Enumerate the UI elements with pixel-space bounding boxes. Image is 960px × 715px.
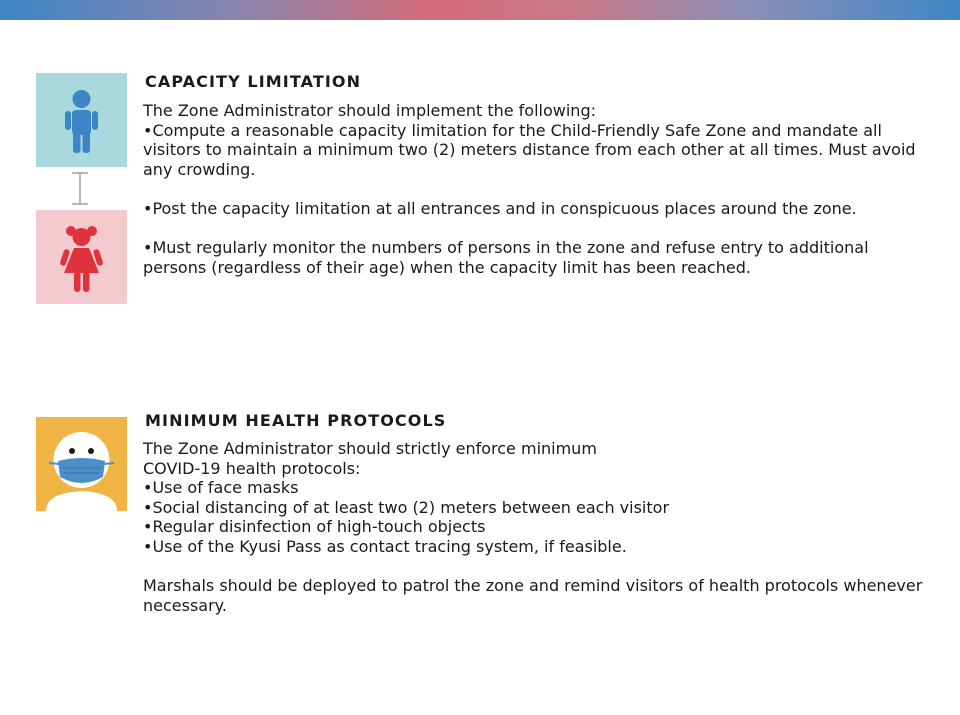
health-bullet: •Use of the Kyusi Pass as contact tracing system, if feasible. (143, 536, 627, 556)
capacity-bullet-2: •Post the capacity limitation at all entrances and in conspicuous places around the zone. (143, 198, 857, 218)
health-bullet: •Use of face masks (143, 478, 299, 498)
connector-icon (70, 171, 90, 207)
health-heading: MINIMUM HEALTH PROTOCOLS (145, 411, 447, 430)
face-mask-icon (36, 417, 127, 511)
capacity-intro: The Zone Administrator should implement the following: (143, 101, 596, 120)
health-intro-line-2: COVID-19 health protocols: (143, 458, 361, 478)
capacity-body (143, 101, 933, 277)
health-bullet: •Social distancing of at least two (2) meters between each visitor (143, 497, 670, 517)
health-body (143, 439, 933, 615)
top-gradient-bar (0, 0, 960, 20)
girl-icon (36, 210, 127, 304)
health-closing: Marshals should be deployed to patrol the zone and remind visitors of health protocols whenever necessary. (143, 576, 923, 615)
health-bullet: •Regular disinfection of high-touch objects (143, 517, 486, 537)
capacity-bullet-3: •Must regularly monitor the numbers of persons in the zone and refuse entry to additional persons (regardless of their age) when the capacity limit has been reached. (143, 238, 869, 277)
boy-icon (36, 73, 127, 167)
health-intro-line-1: The Zone Administrator should strictly enforce minimum (143, 439, 597, 458)
capacity-heading: CAPACITY LIMITATION (145, 72, 362, 91)
capacity-bullet-1: •Compute a reasonable capacity limitation for the Child-Friendly Safe Zone and mandate all visitors to maintain a minimum two (2) meters distance from each other at all times. Must avoid any crowding. (143, 120, 916, 179)
